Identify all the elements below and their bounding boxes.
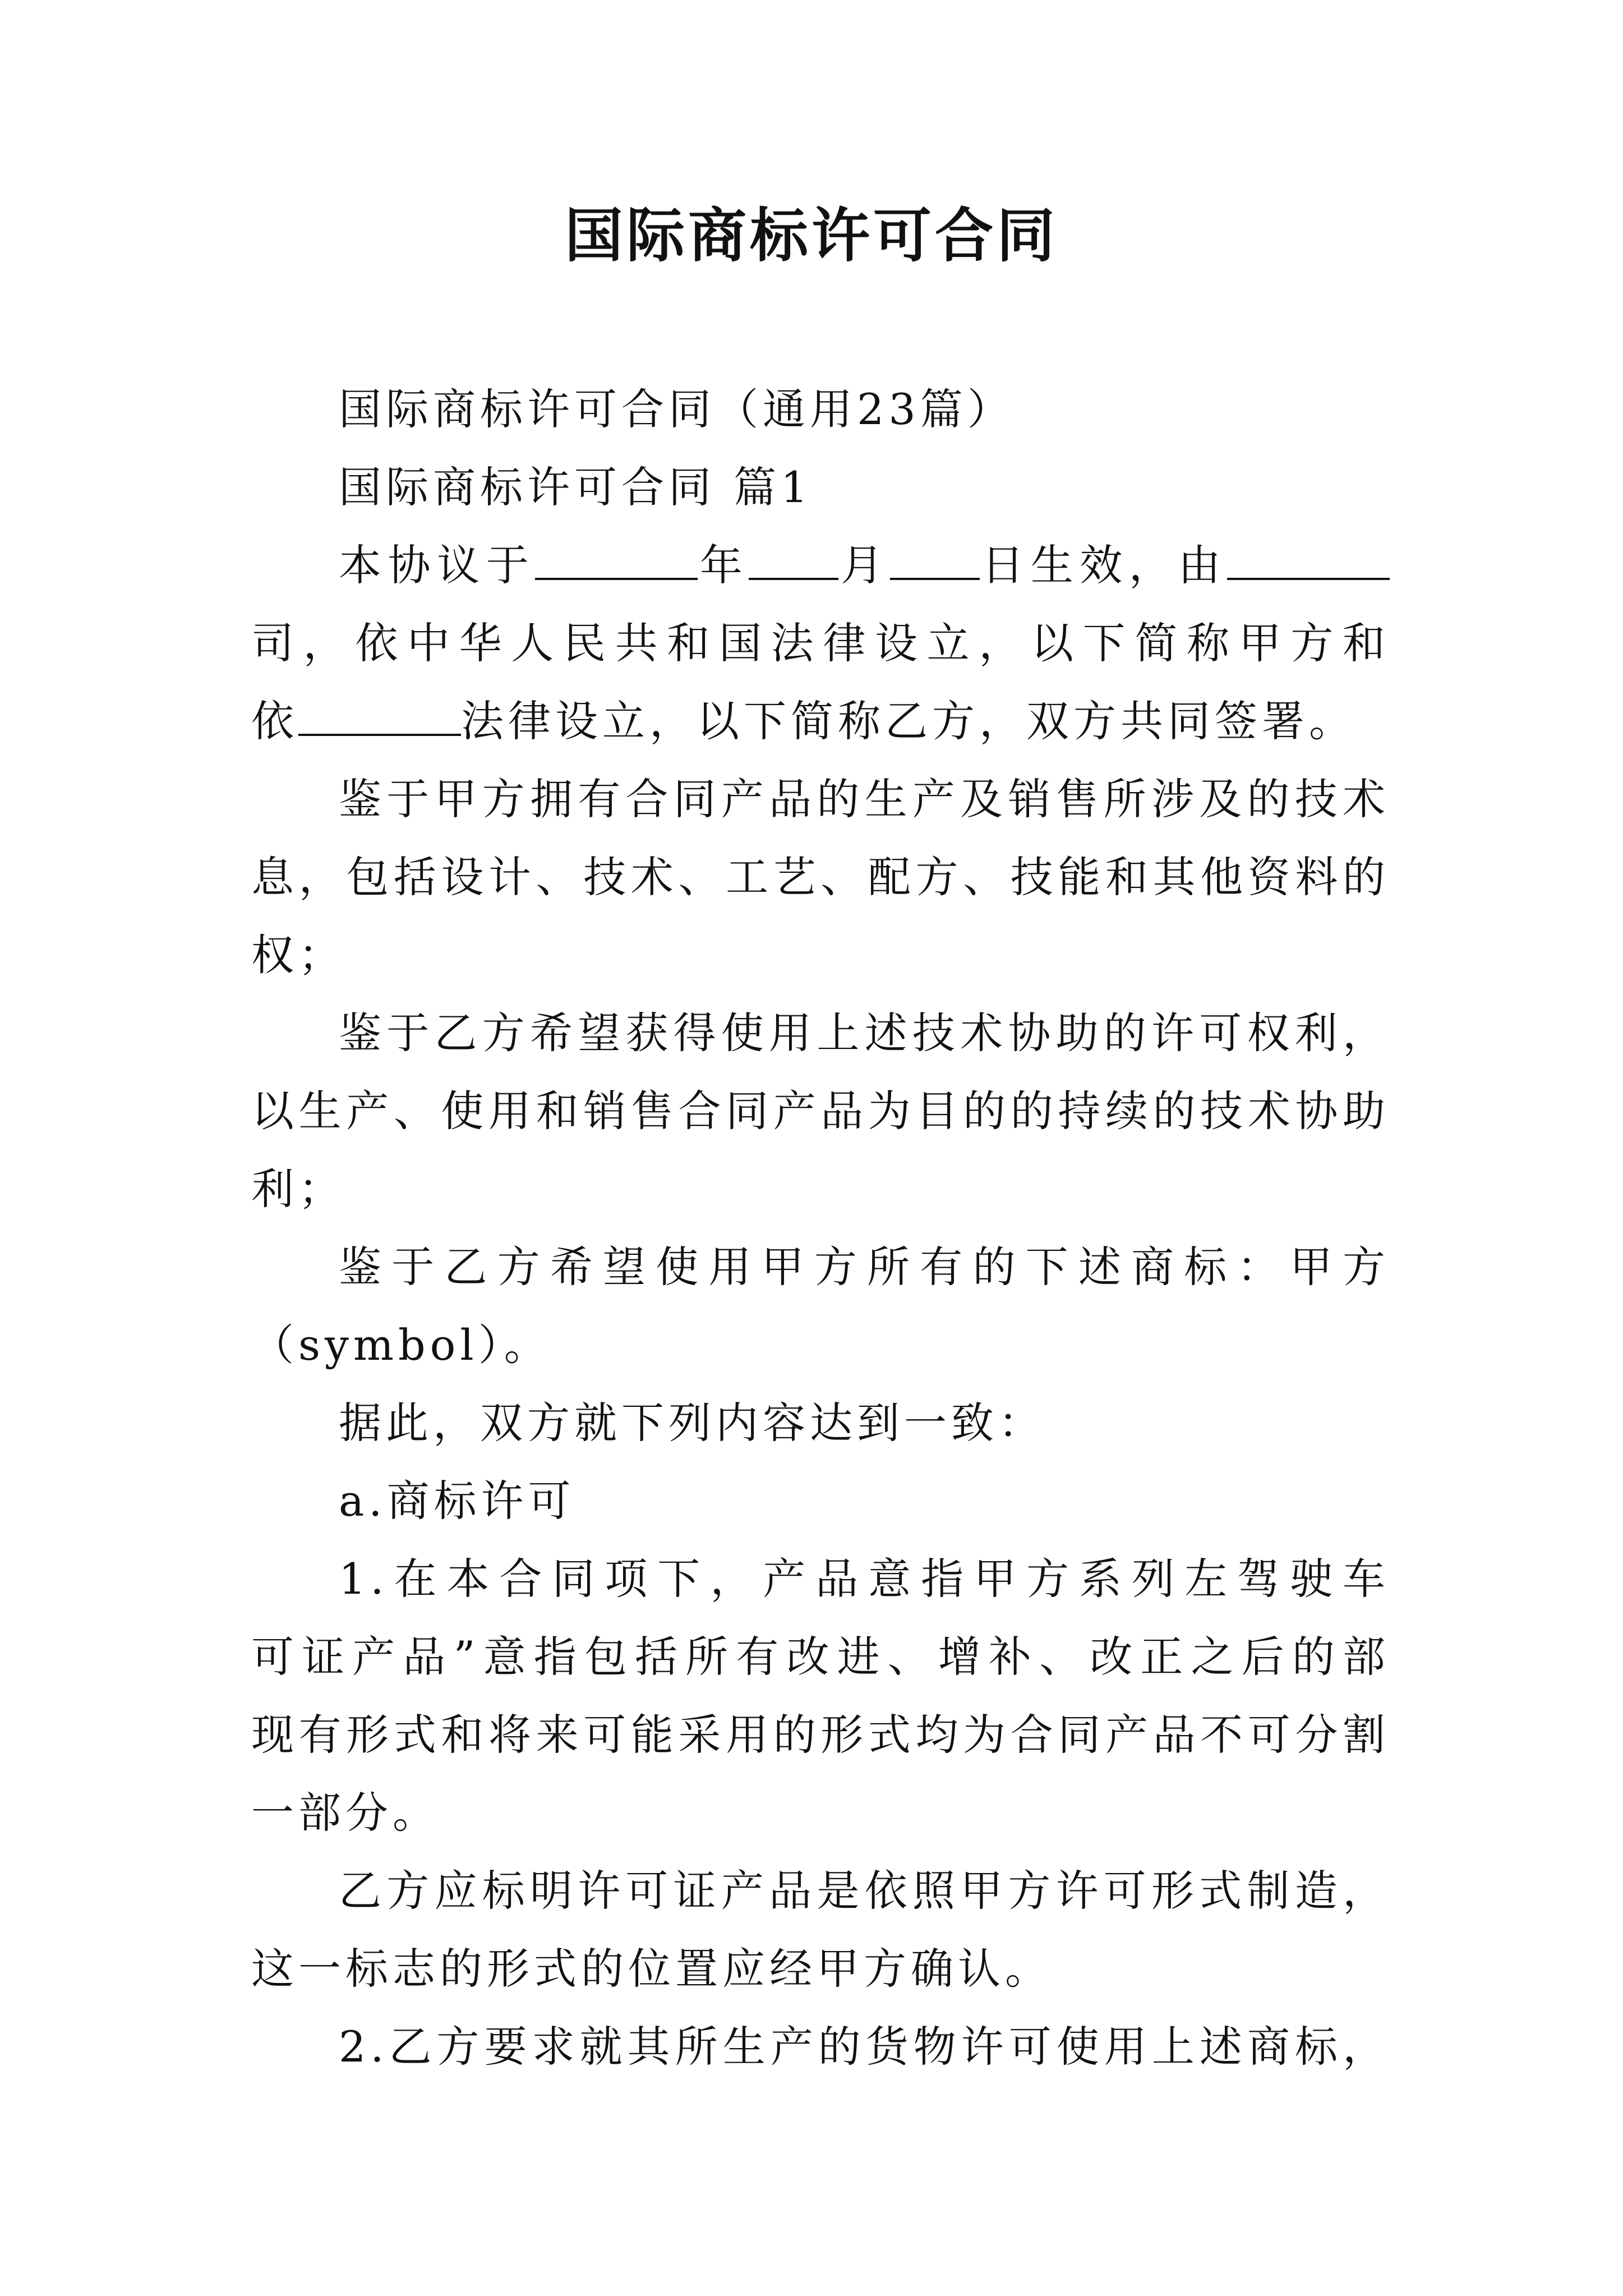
text-line: 鉴于乙方希望获得使用上述技术协助的许可权利， xyxy=(339,1008,1390,1058)
text-line: 权； xyxy=(251,930,345,980)
text-line: 乙方应标明许可证产品是依照甲方许可形式制造， xyxy=(339,1866,1390,1916)
text-line: 以生产、使用和销售合同产品为目的的持续的技术协助 xyxy=(251,1086,1390,1136)
paragraph-line xyxy=(251,1696,1390,1774)
paragraph-line xyxy=(251,604,1390,682)
text-fragment: 司，依中华人民共和国法律设立，以下简称甲方和 xyxy=(251,618,1390,668)
paragraph-line xyxy=(251,1618,1390,1696)
text-fragment: 年 xyxy=(698,540,749,590)
paragraph-line xyxy=(251,838,1390,916)
text-line: 据此，双方就下列内容达到一致： xyxy=(339,1398,1045,1448)
clause-heading xyxy=(251,1462,1390,1540)
paragraph-line xyxy=(251,682,1390,760)
paragraph-line xyxy=(251,1852,1390,1930)
text-line: 这一标志的形式的位置应经甲方确认。 xyxy=(251,1944,1052,1994)
paragraph-line xyxy=(251,994,1390,1072)
text-line: 鉴于乙方希望使用甲方所有的下述商标：甲方 xyxy=(339,1242,1390,1292)
text-line: 国际商标许可合同（通用23篇） xyxy=(339,384,1015,434)
text-fragment: 月 xyxy=(838,540,890,590)
fill-in-blank xyxy=(1227,539,1390,580)
paragraph-line xyxy=(251,1384,1390,1462)
text-fragment: 依 xyxy=(251,696,298,746)
paragraph-line xyxy=(251,1228,1390,1306)
fill-in-blank xyxy=(890,539,980,580)
paragraph-line xyxy=(251,2008,1390,2086)
subtitle-line xyxy=(251,370,1390,448)
paragraph-line xyxy=(251,1306,1390,1384)
text-line: 可证产品”意指包括所有改进、增补、改正之后的部 xyxy=(251,1632,1390,1682)
fill-in-blank xyxy=(298,694,461,736)
paragraph-line xyxy=(251,1774,1390,1852)
text-line: 息，包括设计、技术、工艺、配方、技能和其他资料的 xyxy=(251,852,1390,902)
text-line: a.商标许可 xyxy=(339,1476,575,1526)
text-line: （symbol）。 xyxy=(251,1320,551,1370)
paragraph-line xyxy=(251,916,1390,994)
paragraph-line xyxy=(251,1540,1390,1618)
text-fragment: 本协议于 xyxy=(339,540,536,590)
text-line: 鉴于甲方拥有合同产品的生产及销售所涉及的技术 xyxy=(339,774,1390,824)
paragraph-line xyxy=(251,1072,1390,1150)
document-title: 国际商标许可合同 xyxy=(564,201,1058,270)
paragraph-line xyxy=(251,1930,1390,2008)
fill-in-blank xyxy=(535,539,698,580)
fill-in-blank xyxy=(749,539,838,580)
text-line: 1.在本合同项下，产品意指甲方系列左驾驶车 xyxy=(339,1554,1390,1604)
text-line: 利； xyxy=(251,1164,345,1214)
section-heading xyxy=(251,448,1390,526)
text-line: 国际商标许可合同 篇1 xyxy=(339,462,813,512)
paragraph-line xyxy=(251,1150,1390,1228)
text-fragment: 日生效，由 xyxy=(979,540,1228,590)
text-line: 现有形式和将来可能采用的形式均为合同产品不可分割 xyxy=(251,1710,1390,1760)
paragraph-line xyxy=(251,760,1390,838)
paragraph-line xyxy=(251,526,1390,604)
text-fragment: 法律设立，以下简称乙方，双方共同签署。 xyxy=(461,696,1356,746)
text-line: 一部分。 xyxy=(251,1788,440,1838)
document-body xyxy=(251,370,1390,2086)
text-line: 2.乙方要求就其所生产的货物许可使用上述商标， xyxy=(339,2022,1390,2072)
